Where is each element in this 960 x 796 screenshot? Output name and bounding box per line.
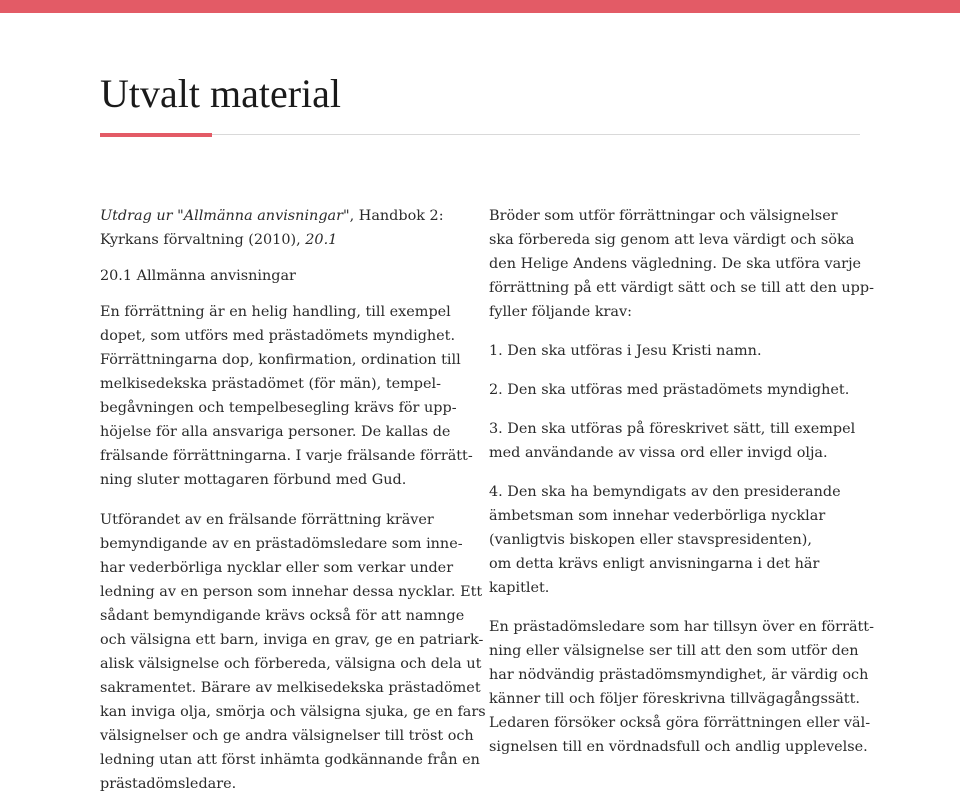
list-item bbox=[489, 417, 869, 465]
title-divider bbox=[100, 134, 860, 135]
top-accent-bar bbox=[0, 0, 960, 13]
page-title: Utvalt material bbox=[100, 71, 342, 116]
text-line: melkisedekska prästadömet (för män), tempel- bbox=[100, 376, 441, 392]
text-line: frälsande förrättningarna. I varje frälsande förrätt- bbox=[100, 448, 473, 464]
source-section: 20.1 bbox=[305, 232, 338, 248]
text-line: 4. Den ska ha bemyndigats av den presiderande bbox=[489, 484, 841, 500]
text-line: 1. Den ska utföras i Jesu Kristi namn. bbox=[489, 343, 762, 359]
title-accent-rule bbox=[100, 133, 212, 137]
text-line: ledning av en person som innehar dessa nycklar. Ett bbox=[100, 584, 483, 600]
text-line: En förrättning är en helig handling, till exempel bbox=[100, 304, 451, 320]
text-line: bemyndigande av en prästadömsledare som inne- bbox=[100, 536, 463, 552]
paragraph-leader-oversight bbox=[489, 615, 874, 759]
text-line: ledning utan att först inhämta godkännande från en bbox=[100, 752, 480, 768]
list-item bbox=[489, 480, 869, 600]
right-column bbox=[489, 204, 874, 759]
text-line: sådant bemyndigande krävs också för att namnge bbox=[100, 608, 465, 624]
text-line: ning eller välsignelse ser till att den som utför den bbox=[489, 643, 859, 659]
source-citation bbox=[100, 204, 480, 252]
text-line: 3. Den ska utföras på föreskrivet sätt, till exempel bbox=[489, 421, 856, 437]
source-title: Utdrag ur "Allmänna anvisningar" bbox=[100, 208, 350, 224]
text-line: höjelse för alla ansvariga personer. De kallas de bbox=[100, 424, 451, 440]
text-line: och välsigna ett barn, inviga en grav, ge en patriark- bbox=[100, 632, 484, 648]
paragraph-ordinance bbox=[100, 300, 480, 492]
text-line: 2. Den ska utföras med prästadömets myndighet. bbox=[489, 382, 850, 398]
text-line: kan inviga olja, smörja och välsigna sjuka, ge en fars bbox=[100, 704, 486, 720]
text-line: har nödvändig prästadömsmyndighet, är värdig och bbox=[489, 667, 869, 683]
source-book: Kyrkans förvaltning (2010), bbox=[100, 232, 306, 248]
section-heading: 20.1 Allmänna anvisningar bbox=[100, 268, 296, 284]
text-line: (vanligtvis biskopen eller stavspresidenten), bbox=[489, 532, 812, 548]
text-line: ning sluter mottagaren förbund med Gud. bbox=[100, 472, 407, 488]
text-line: fyller följande krav: bbox=[489, 304, 632, 320]
text-line: Förrättningarna dop, konfirmation, ordination till bbox=[100, 352, 461, 368]
list-item bbox=[489, 339, 869, 363]
text-line: välsignelser och ge andra välsignelser till tröst och bbox=[100, 728, 474, 744]
text-line: Bröder som utför förrättningar och välsignelser bbox=[489, 208, 838, 224]
text-line: signelsen till en vördnadsfull och andlig upplevelse. bbox=[489, 739, 868, 755]
text-line: kapitlet. bbox=[489, 580, 550, 596]
text-line: prästadömsledare. bbox=[100, 776, 237, 792]
text-line: ämbetsman som innehar vederbörliga nycklar bbox=[489, 508, 826, 524]
text-line: En prästadömsledare som har tillsyn över en förrätt- bbox=[489, 619, 874, 635]
text-line: Utförandet av en frälsande förrättning kräver bbox=[100, 512, 434, 528]
text-line: den Helige Andens vägledning. De ska utföra varje bbox=[489, 256, 862, 272]
left-column bbox=[100, 204, 486, 796]
text-line: Ledaren försöker också göra förrättningen eller väl- bbox=[489, 715, 871, 731]
source-handbook: , Handbok 2: bbox=[349, 208, 444, 224]
text-line: förrättning på ett värdigt sätt och se till att den upp- bbox=[489, 280, 874, 296]
text-line: känner till och följer föreskrivna tillvägagångssätt. bbox=[489, 691, 860, 707]
text-line: sakramentet. Bärare av melkisedekska prästadömet bbox=[100, 680, 481, 696]
text-line: dopet, som utförs med prästadömets myndighet. bbox=[100, 328, 456, 344]
text-line: har vederbörliga nycklar eller som verkar under bbox=[100, 560, 454, 576]
text-line: alisk välsignelse och förbereda, välsigna och dela ut bbox=[100, 656, 482, 672]
paragraph-authorization bbox=[100, 508, 486, 796]
paragraph-requirements-intro bbox=[489, 204, 874, 324]
text-line: begåvningen och tempelbesegling krävs för upp- bbox=[100, 400, 457, 416]
text-line: med användande av vissa ord eller invigd olja. bbox=[489, 445, 828, 461]
text-line: om detta krävs enligt anvisningarna i det här bbox=[489, 556, 820, 572]
text-line: ska förbereda sig genom att leva värdigt och söka bbox=[489, 232, 855, 248]
list-item bbox=[489, 378, 869, 402]
